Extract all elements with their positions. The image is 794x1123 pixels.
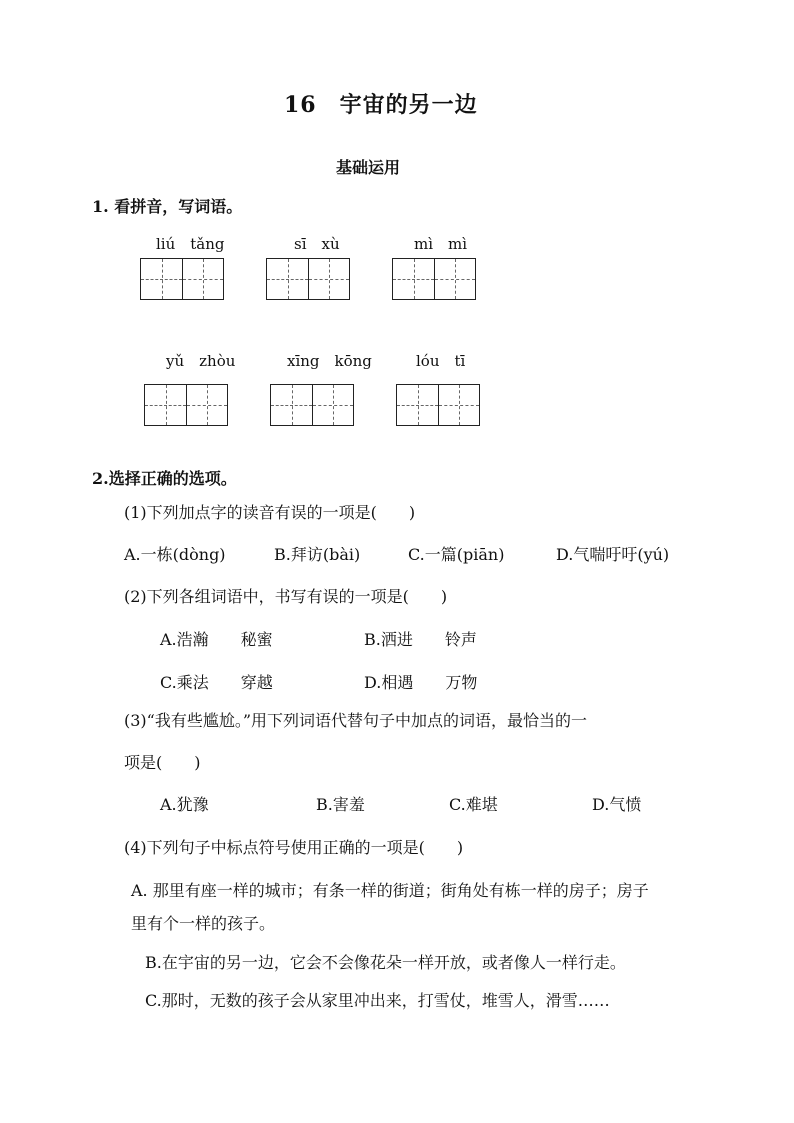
q2-2-option-c[interactable]: C.乘法 穿越 — [160, 673, 273, 692]
q2-2-option-b[interactable]: B.洒进 铃声 — [364, 630, 477, 649]
q2-2-option-a[interactable]: A.浩瀚 秘蜜 — [160, 630, 273, 649]
char-cell[interactable] — [308, 259, 349, 299]
q2-3-option-b[interactable]: B.害羞 — [316, 795, 365, 814]
q2-4-option-c[interactable]: C.那时，无数的孩子会从家里冲出来，打雪仗，堆雪人，滑雪…… — [145, 991, 610, 1010]
q2-2-question: (2)下列各组词语中，书写有误的一项是( ) — [124, 587, 448, 606]
char-grid-1[interactable] — [140, 258, 224, 300]
char-grid-5[interactable] — [270, 384, 354, 426]
q2-1-question: (1)下列加点字的读音有误的一项是( ) — [124, 503, 416, 522]
char-cell[interactable] — [393, 259, 434, 299]
char-cell[interactable] — [182, 259, 223, 299]
q2-1-option-c[interactable]: C.一篇(piān) — [408, 545, 505, 564]
q2-3-option-a[interactable]: A.犹豫 — [160, 795, 209, 814]
char-cell[interactable] — [271, 385, 312, 425]
q2-3-question-line1: (3)“我有些尴尬。”用下列词语代替句子中加点的词语，最恰当的一 — [124, 711, 588, 730]
char-cell[interactable] — [434, 259, 475, 299]
char-cell[interactable] — [141, 259, 182, 299]
char-cell[interactable] — [397, 385, 438, 425]
q2-1-option-d[interactable]: D.气喘吁吁(yú) — [556, 545, 670, 564]
q2-3-question-line2: 项是( ) — [124, 753, 201, 772]
char-grid-4[interactable] — [144, 384, 228, 426]
q2-heading: 2.选择正确的选项。 — [92, 469, 237, 488]
q2-4-option-a-line2[interactable]: 里有个一样的孩子。 — [131, 914, 276, 933]
q2-1-option-b[interactable]: B.拜访(bài) — [274, 545, 361, 564]
q2-1-option-a[interactable]: A.一栋(dòng) — [124, 545, 226, 564]
char-cell[interactable] — [186, 385, 227, 425]
pinyin-5: xīng kōng — [287, 352, 372, 370]
q2-3-option-d[interactable]: D.气愤 — [592, 795, 642, 814]
char-cell[interactable] — [267, 259, 308, 299]
char-cell[interactable] — [145, 385, 186, 425]
q1-heading: 1. 看拼音，写词语。 — [92, 197, 243, 216]
char-cell[interactable] — [312, 385, 353, 425]
q2-2-option-d[interactable]: D.相遇 万物 — [364, 673, 478, 692]
pinyin-4: yǔ zhòu — [166, 352, 236, 370]
pinyin-6: lóu tī — [416, 352, 466, 370]
char-grid-6[interactable] — [396, 384, 480, 426]
q2-4-question: (4)下列句子中标点符号使用正确的一项是( ) — [124, 838, 464, 857]
q2-4-option-b[interactable]: B.在宇宙的另一边，它会不会像花朵一样开放，或者像人一样行走。 — [145, 953, 626, 972]
q2-4-option-a-line1[interactable]: A. 那里有座一样的城市；有条一样的街道；街角处有栋一样的房子；房子 — [131, 881, 649, 900]
pinyin-1: liú tǎng — [156, 235, 225, 253]
q2-3-option-c[interactable]: C.难堪 — [449, 795, 498, 814]
page-title: 16 宇宙的另一边 — [284, 92, 478, 118]
char-grid-2[interactable] — [266, 258, 350, 300]
char-grid-3[interactable] — [392, 258, 476, 300]
char-cell[interactable] — [438, 385, 479, 425]
pinyin-2: sī xù — [294, 235, 340, 253]
pinyin-3: mì mì — [414, 235, 468, 253]
section-title: 基础运用 — [336, 158, 401, 177]
